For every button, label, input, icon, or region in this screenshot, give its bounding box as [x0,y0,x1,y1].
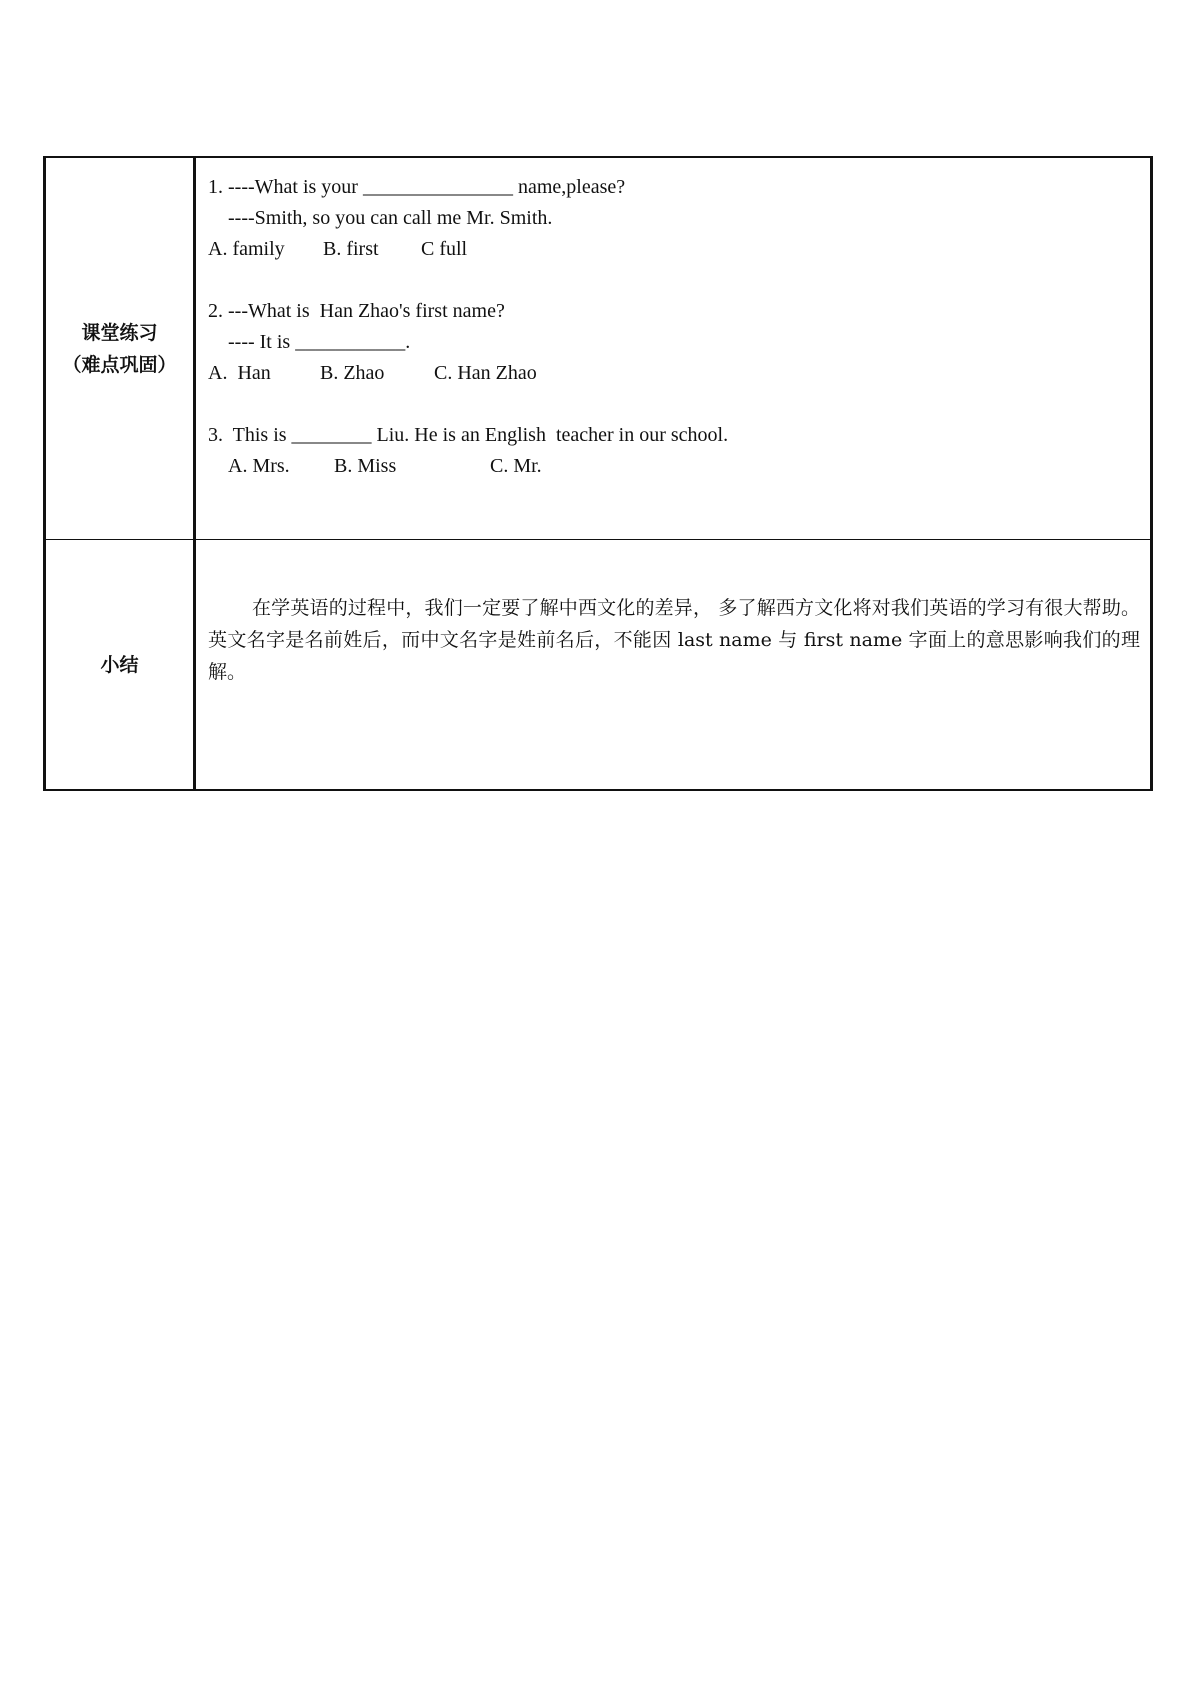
question-3-options [208,451,1138,482]
question-3-text: 3. This is ________ Liu. He is an English teacher in our school. [208,424,729,446]
spacer [208,265,1138,296]
summary-content-cell [195,540,1152,791]
question-2-text: 2. ---What is Han Zhao's first name? [208,300,505,322]
row-label: 课堂练习 [81,321,158,344]
row-label: 小结 [100,653,139,676]
question-2-options [208,358,1138,389]
option-c: C full [421,238,468,260]
option-a: A. family [208,238,285,260]
option-b: B. Miss [334,455,397,477]
question-2-answer: ---- It is ___________. [228,331,411,353]
option-b: B. Zhao [320,362,385,384]
row-label-sub: （难点巩固） [62,353,177,376]
exercise-content-cell [195,157,1152,540]
table-row [45,540,1152,791]
question-1-text: 1. ----What is your _______________ name,please? [208,176,626,198]
question-1-options [208,234,1138,265]
spacer [208,389,1138,420]
option-c: C. Han Zhao [434,362,537,384]
table-row [45,157,1152,540]
summary-text: 在学英语的过程中，我们一定要了解中西文化的差异， 多了解西方文化将对我们英语的学习有很大帮助。英文名字是名前姓后，而中文名字是姓前名后，不能因 last name 与 first name 字面上的意思影响我们的理解。 [208,597,1140,683]
option-c: C. Mr. [490,455,542,477]
question-1-answer: ----Smith, so you can call me Mr. Smith. [228,207,553,229]
option-b: B. first [323,238,379,260]
option-a: A. Han [208,362,271,384]
option-a: A. Mrs. [228,455,290,477]
row-label-cell [45,540,195,791]
worksheet-table [43,156,1153,791]
row-label-cell [45,157,195,540]
